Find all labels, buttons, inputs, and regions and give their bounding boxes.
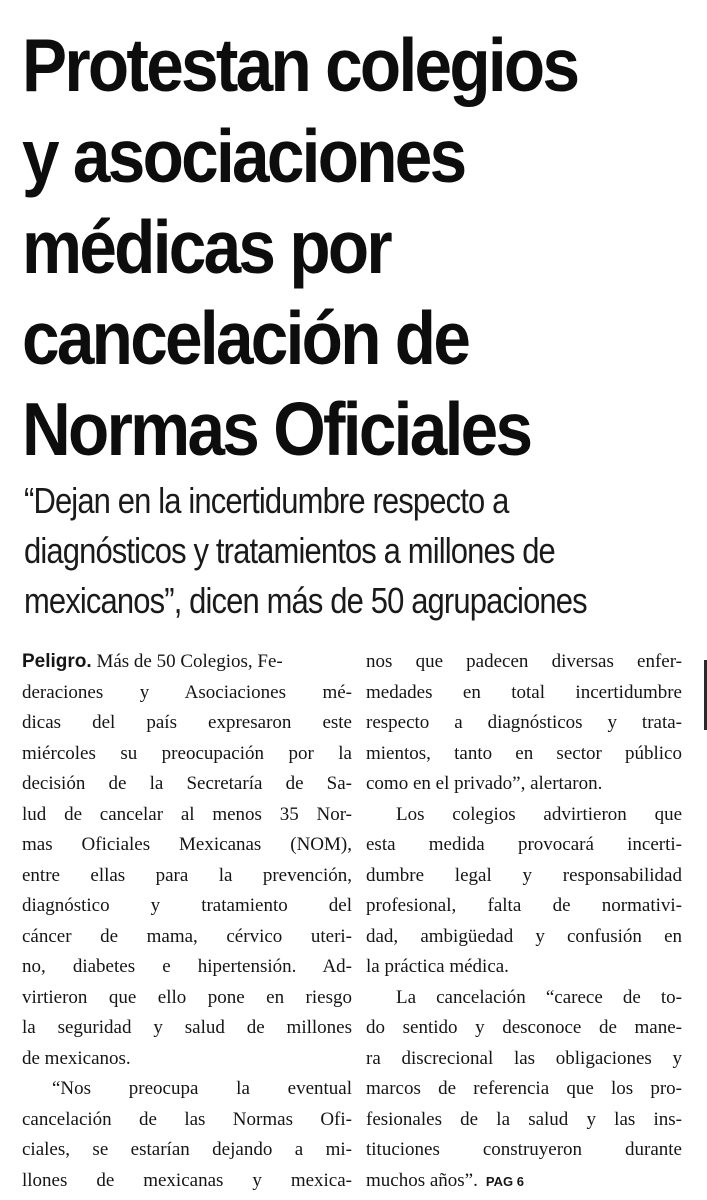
body-line: de mexicanos.: [22, 1047, 131, 1069]
body-line: cancelación de las Normas Ofi-: [22, 1108, 352, 1130]
body-line: entre ellas para la prevención,: [22, 864, 352, 886]
headline-line: Normas Oficiales: [22, 387, 531, 471]
body-line: mientos, tanto en sector público: [366, 742, 682, 764]
body-line: fesionales de la salud y las ins-: [366, 1108, 682, 1130]
body-line: como en el privado”, alertaron.: [366, 773, 603, 794]
lead-label: Peligro.: [22, 651, 92, 672]
body-line: La cancelación “carece de to-: [396, 986, 682, 1008]
body-line: dumbre legal y responsabilidad: [366, 864, 682, 886]
subhead-line: diagnósticos y tratamientos a millones de: [24, 530, 555, 571]
body-line: dad, ambigüedad y confusión en: [366, 925, 682, 947]
headline-line: cancelación de: [22, 296, 469, 380]
body-line: ciales, se estarían dejando a mi-: [22, 1139, 352, 1160]
article-subhead: [24, 476, 609, 626]
body-line: diagnóstico y tratamiento del: [22, 895, 352, 916]
subhead-line: mexicanos”, dicen más de 50 agrupaciones: [24, 580, 587, 621]
body-line: ra discrecional las obligaciones y: [366, 1047, 682, 1069]
body-line: mas Oficiales Mexicanas (NOM),: [22, 834, 352, 855]
body-line: marcos de referencia que los pro-: [366, 1078, 682, 1099]
body-line: la seguridad y salud de millones: [22, 1017, 352, 1038]
body-line: Los colegios advirtieron que: [396, 803, 682, 825]
body-line: [22, 647, 352, 678]
headline-line: y asociaciones: [22, 114, 465, 198]
body-line: no, diabetes e hipertensión. Ad-: [22, 956, 352, 977]
body-line: tituciones construyeron durante: [366, 1139, 682, 1160]
body-line: profesional, falta de normativi-: [366, 895, 682, 916]
body-line: deraciones y Asociaciones mé-: [22, 681, 352, 703]
body-line: cáncer de mama, cérvico uteri-: [22, 925, 352, 947]
subhead-line: “Dejan en la incertidumbre respecto a: [24, 480, 509, 521]
body-line: lud de cancelar al menos 35 Nor-: [22, 803, 352, 825]
body-line: “Nos preocupa la eventual: [52, 1078, 352, 1099]
body-line: nos que padecen diversas enfer-: [366, 651, 682, 672]
body-line: [366, 1166, 682, 1197]
headline-line: Protestan colegios: [22, 23, 578, 107]
body-line: virtieron que ello pone en riesgo: [22, 986, 352, 1008]
headline-line: médicas por: [22, 205, 390, 289]
page-reference: PAG 6: [485, 1173, 524, 1189]
body-line-text: muchos años”.: [366, 1169, 478, 1191]
body-line: miércoles su preocupación por la: [22, 742, 352, 764]
body-line: do sentido y desconoce de mane-: [366, 1017, 682, 1038]
body-line: dicas del país expresaron este: [22, 712, 352, 733]
body-line: respecto a diagnósticos y trata-: [366, 712, 682, 733]
body-line: llones de mexicanas y mexica-: [22, 1169, 352, 1191]
article-headline: [22, 20, 623, 475]
body-line-text: Más de 50 Colegios, Fe-: [96, 651, 283, 672]
body-line: medades en total incertidumbre: [366, 681, 682, 703]
body-line: esta medida provocará incerti-: [366, 834, 682, 855]
body-column-left: [22, 647, 352, 1196]
body-column-right: [366, 647, 682, 1196]
body-line: la práctica médica.: [366, 956, 509, 977]
body-line: decisión de la Secretaría de Sa-: [22, 773, 352, 794]
